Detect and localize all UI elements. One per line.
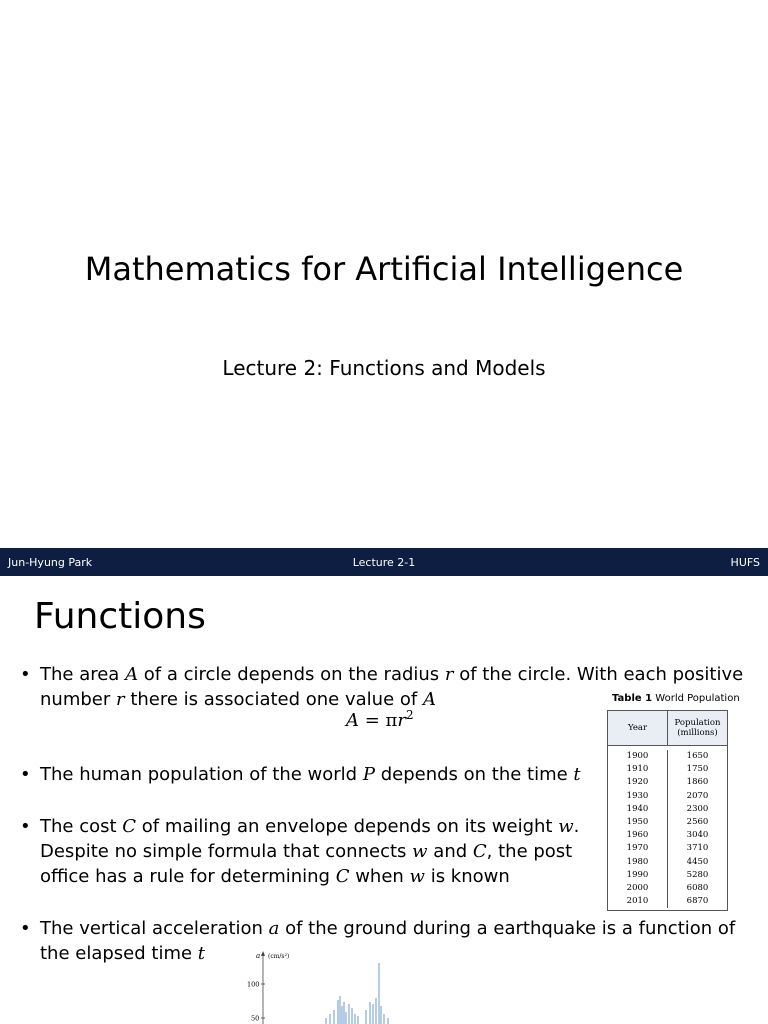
bullet-marker: •: [20, 764, 31, 785]
population-cell: 6870: [686, 896, 709, 907]
year-cell: 1980: [626, 856, 649, 867]
bullet-text: The cost C of mailing an envelope depends on its weight w. Despite no simple formula that connects w and C, the post office has a rule for determining C when w is known: [40, 816, 580, 887]
chart-y-axis-unit: (cm/s²): [268, 953, 290, 960]
year-cell: 1990: [626, 869, 649, 880]
year-cell: 2010: [626, 896, 649, 907]
year-cell: 1920: [626, 777, 649, 788]
chart-y-axis-label: a: [256, 952, 261, 960]
table-header: [608, 711, 727, 746]
footer-lecture-number: Lecture 2-1: [352, 556, 416, 569]
table-body: [608, 746, 727, 910]
lecture-course-title: Mathematics for Artificial Intelligence: [84, 250, 684, 288]
chart-axis-arrow-icon: [261, 951, 265, 956]
population-cell: 3040: [686, 830, 709, 841]
population-cell: 6080: [686, 883, 709, 894]
tick-label: 50: [251, 1014, 260, 1023]
year-cell: 1950: [626, 817, 649, 828]
circle-area-formula: $A = \pi r^2$: [346, 708, 414, 731]
slide-footer: [0, 548, 768, 576]
bullet-text: The human population of the world P depends on the time t: [40, 764, 581, 785]
population-cell: 1860: [686, 777, 709, 788]
header-population: Population (millions): [674, 718, 721, 738]
population-cell: 1650: [686, 751, 709, 761]
bullet-marker: •: [20, 664, 31, 685]
bullet-marker: •: [20, 918, 31, 939]
bullet-text: The area A of a circle depends on the radius r of the circle. With each positive number r there is associated one value of A: [40, 664, 744, 710]
population-cell: 2070: [686, 790, 709, 801]
population-cell: 5280: [686, 869, 709, 880]
year-cell: 1930: [626, 790, 649, 801]
population-cell: 1750: [686, 764, 709, 775]
year-cell: 2000: [626, 883, 649, 894]
population-cell: 4450: [686, 856, 709, 867]
seismic-trace: [326, 963, 388, 1024]
world-population-table: [607, 710, 728, 911]
year-cell: 1900: [626, 751, 649, 761]
population-cell: 2560: [686, 817, 709, 828]
year-cell: 1910: [626, 764, 649, 775]
year-column: [608, 750, 668, 908]
population-cell: 3710: [686, 843, 709, 854]
population-column: [668, 750, 727, 908]
year-cell: 1940: [626, 803, 649, 814]
footer-author: Jun-Hyung Park: [8, 556, 93, 569]
bullet-text: The vertical acceleration a of the ground during a earthquake is a function of the elapsed time t: [40, 918, 736, 964]
earthquake-acceleration-chart: [246, 948, 416, 1024]
bullet-marker: •: [20, 816, 31, 837]
lecture-subtitle: Lecture 2: Functions and Models: [222, 356, 546, 380]
year-cell: 1960: [626, 830, 649, 841]
slide-title: Functions: [34, 596, 206, 637]
footer-institution: HUFS: [730, 556, 760, 569]
population-cell: 2300: [686, 803, 709, 814]
tick-label: 100: [247, 980, 260, 989]
functions-slide: [0, 576, 768, 1024]
year-cell: 1970: [626, 843, 649, 854]
table-caption: Table 1 World Population: [612, 693, 740, 704]
header-year: Year: [608, 711, 668, 745]
